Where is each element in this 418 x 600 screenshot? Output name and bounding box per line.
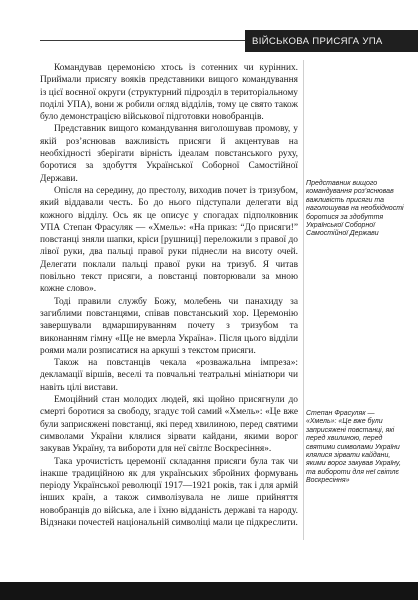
paragraph: Командував церемонією хтось із сотенних чи курінних. Приймали присягу вояків представники вищого командування із цієї воєнної округи (структурний підрозділ в територіальному поділі УПА), вони ж робили огляд відділів, тому це свято також було демонстрацією військової підготовки новобранців. <box>40 63 298 123</box>
sidenote: Степан Фрасуляк — «Хмель»: «Це вже були заприсяжені повстанці, які перед хвилиною, перед святими символами України клялися зірвати кайдани, якими ворог закував Україну, та вибороти для неї світлє Воскресіння» <box>306 410 401 485</box>
main-text <box>40 62 298 529</box>
margin-divider <box>303 60 304 540</box>
paragraph: Емоційний стан молодих людей, які щойно присягнули до смерті боротися за свободу, згадує той самий «Хмель»: «Це вже були заприсяжені повстанці, які перед хвилиною, перед святими символами України клялися зірвати кайдани, якими ворог закував Україну, та вибороти для неї світлє Воскресіння». <box>40 395 298 455</box>
paragraph: Опісля на середину, до престолу, виходив почет із тризубом, який віддавали честь. Бо до нього підступали делегати від кожного відділу. Ось як це описує у спогадах підполковник УПА Степан Фрасуляк — «Хмель»: «На приказ: “До присяги!” повстанці зняли шапки, кріси [рушниці] переложили з правої до лівої руки, два пальці правої руки піднесли на висоту очей. Делегати поклали пальці правої руки на тризуб. Я читав повільно текст присяги, а повстанці повторювали за мною кожне слово». <box>40 185 298 295</box>
footer-bar <box>0 582 418 600</box>
paragraph: Представник вищого командування виголошував промову, у якій роз’яснював важливість присяги й акцентував на необхідності зберігати вірність ідеалам повстанського руху, боротися за здобуття Української Соборної Самостійної Держави. <box>40 124 298 184</box>
header-rule <box>40 40 246 41</box>
running-header: ВІЙСЬКОВА ПРИСЯГА УПА <box>252 36 383 47</box>
paragraph: Така урочистість церемонії складання присяги була так чи інакше традиційною як для українських збройних формувань періоду Української революції 1917—1921 років, так і для армій інших країн, а також символізувала не лише прийняття новобранців до війська, але і їхню відданість державі та народу. Відзнаки почестей національній символіці мали це підкреслити. <box>40 456 298 528</box>
sidenote: Представник вищого командування роз’яснював важливість присяги та наголошував на необхідності боротися за здобуття Української Соборної Самостійної Держави <box>306 180 404 238</box>
paragraph: Також на повстанців чекала «розважальна імпреза»: декламації віршів, веселі та повчальні театральні мініатюри чи навіть цілі вистави. <box>40 358 298 393</box>
paragraph: Тоді правили службу Божу, молебень чи панахиду за загиблими повстанцями, співав повстанський хор. Церемонію завершували вдмаршируванням почету з тризубом та виконанням гімну «Ще не вмерла Україна». Після цього відділи роями мали розписатися на аркуші з текстом присяги. <box>40 296 298 356</box>
